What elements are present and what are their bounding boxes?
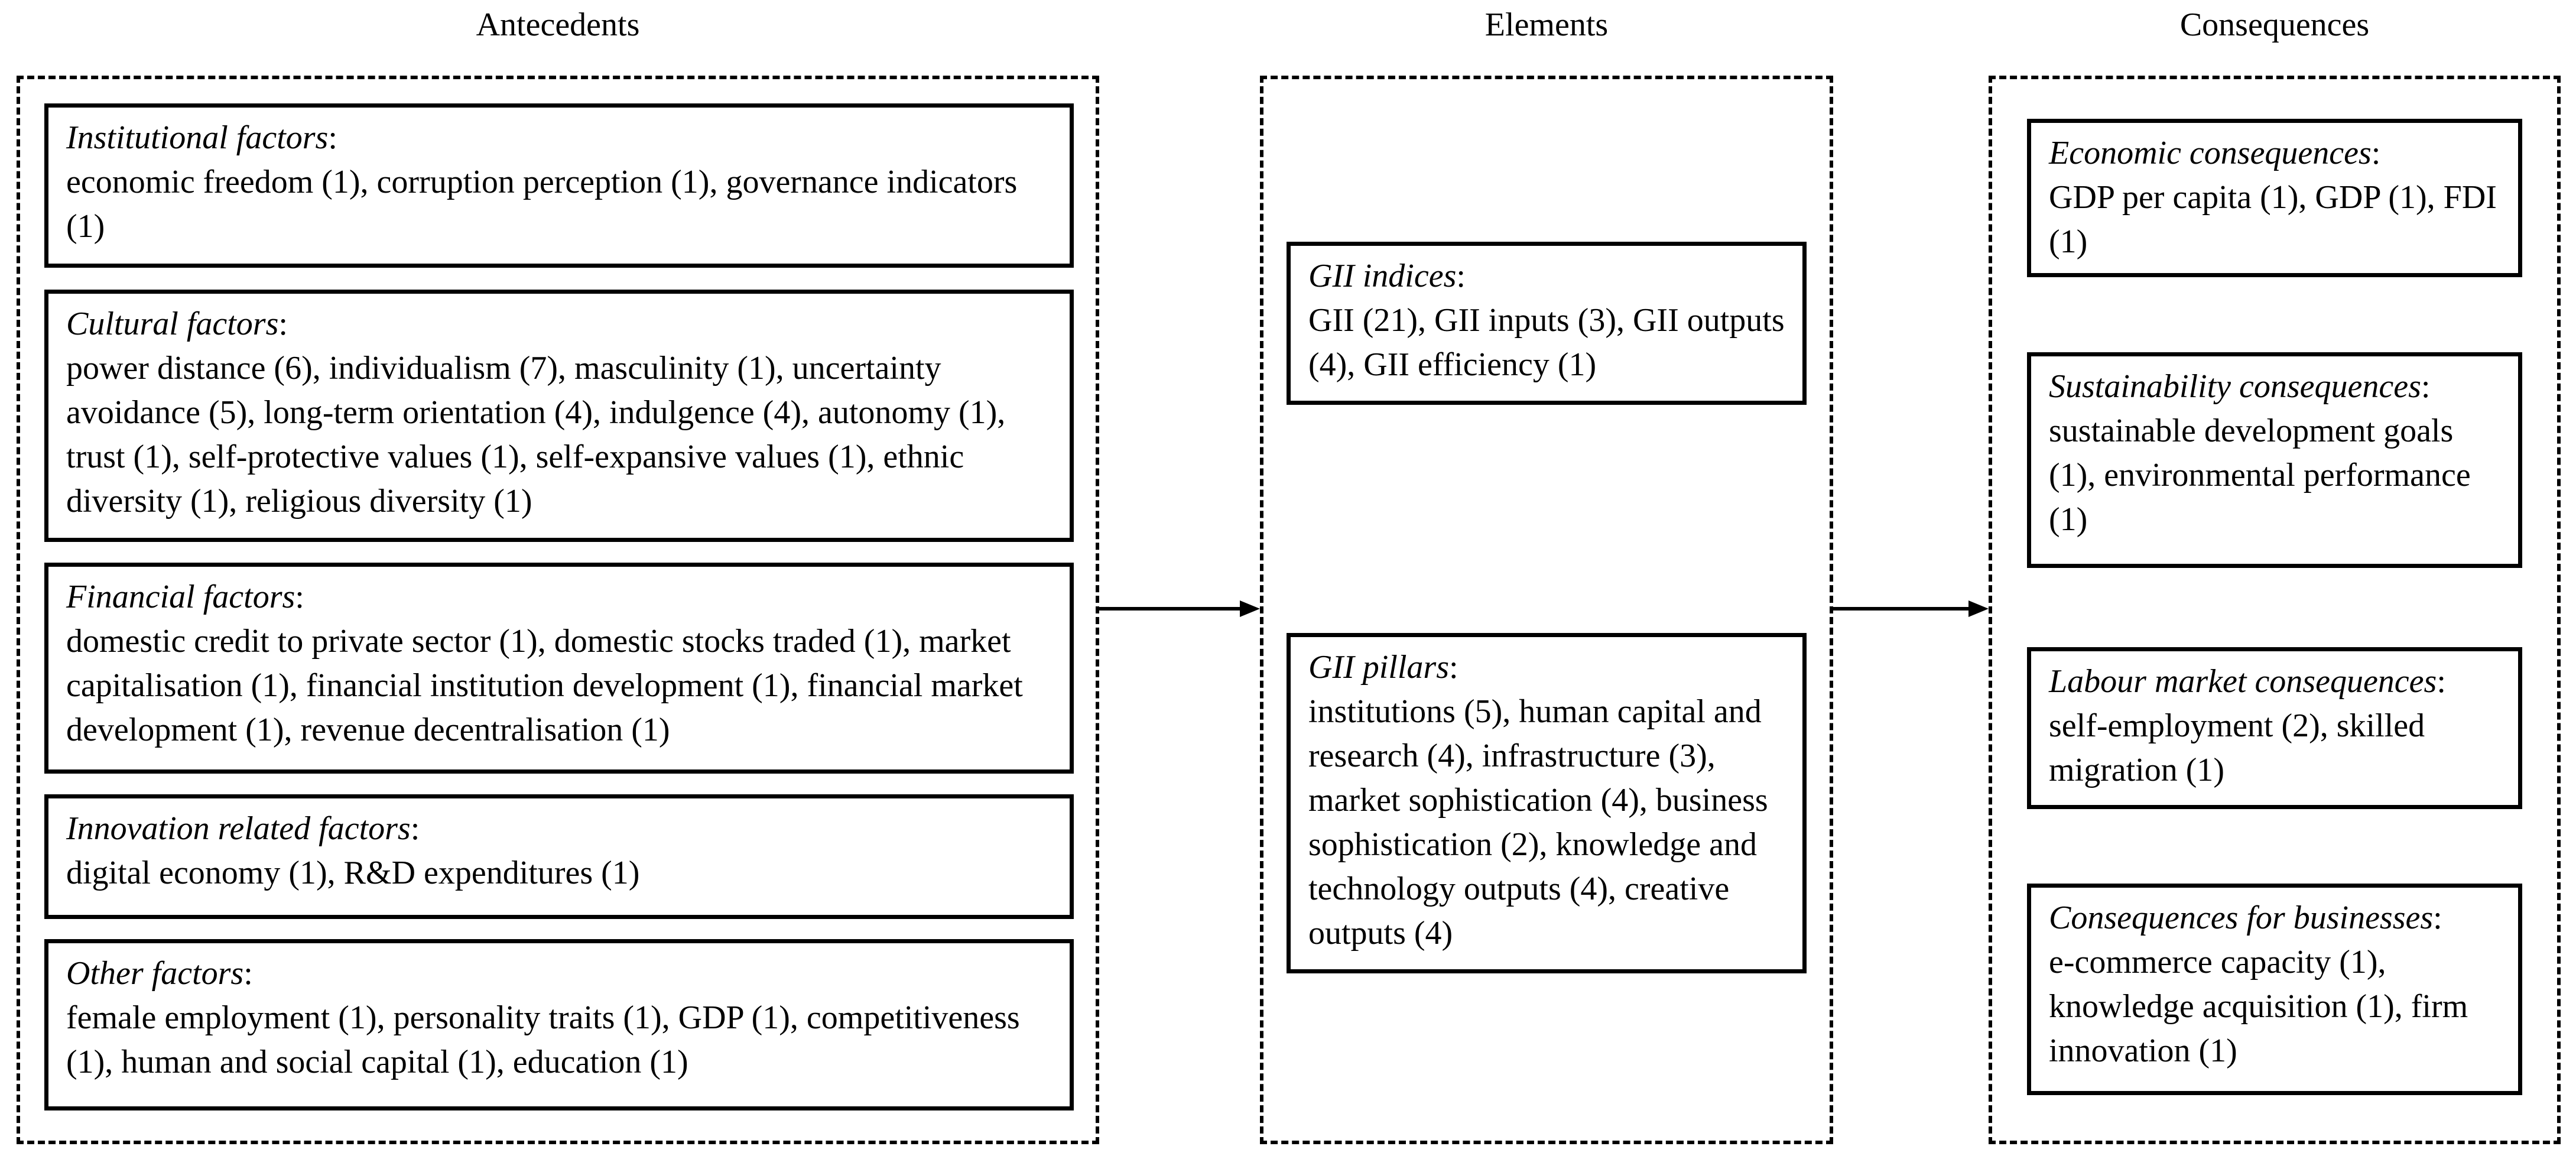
box-colon: : — [2421, 368, 2431, 405]
box-colon: : — [328, 119, 337, 156]
box-body: e-commerce capacity (1), knowledge acquisition (1), firm innovation (1) — [2049, 944, 2468, 1069]
gii-indices-box — [1287, 242, 1807, 405]
labour-market-consequences-box — [2027, 647, 2522, 809]
box-colon: : — [2371, 135, 2381, 171]
box-heading: Cultural factors — [66, 306, 279, 342]
box-heading: Innovation related factors — [66, 810, 411, 847]
sustainability-consequences-box — [2027, 352, 2522, 568]
box-heading: GII pillars — [1308, 649, 1449, 686]
consequences-for-businesses-box — [2027, 884, 2522, 1095]
box-body: economic freedom (1), corruption perception (1), governance indicators (1) — [66, 164, 1018, 245]
antecedents-to-elements-arrow — [1099, 597, 1260, 621]
box-colon: : — [243, 955, 253, 992]
cultural-factors-box — [44, 290, 1074, 542]
box-heading: Consequences for businesses — [2049, 900, 2434, 936]
elements-group — [1260, 76, 1833, 1144]
box-body: GDP per capita (1), GDP (1), FDI (1) — [2049, 179, 2497, 260]
box-colon: : — [2433, 900, 2442, 936]
box-heading: Labour market consequences — [2049, 663, 2437, 700]
box-body: GII (21), GII inputs (3), GII outputs (4), GII efficiency (1) — [1308, 302, 1785, 383]
box-heading: Economic consequences — [2049, 135, 2372, 171]
institutional-factors-box — [44, 103, 1074, 268]
box-body: self-employment (2), skilled migration (1) — [2049, 707, 2425, 788]
box-body: institutions (5), human capital and research (4), infrastructure (3), market sophistication (4), business sophistication (2), knowledge and technology outputs (4), creative outputs (4) — [1308, 693, 1768, 952]
box-colon: : — [1456, 258, 1466, 294]
box-heading: Financial factors — [66, 579, 295, 615]
box-heading: Institutional factors — [66, 119, 329, 156]
other-factors-box — [44, 939, 1074, 1110]
box-body: domestic credit to private sector (1), domestic stocks traded (1), market capitalisation (1), financial institution development (1), financial market development (1), revenue decentralisation (1) — [66, 623, 1023, 748]
box-colon: : — [278, 306, 288, 342]
box-heading: Sustainability consequences — [2049, 368, 2421, 405]
box-body: sustainable development goals (1), environmental performance (1) — [2049, 413, 2471, 538]
antecedents-title: Antecedents — [476, 7, 640, 43]
box-heading: Other factors — [66, 955, 244, 992]
box-body: female employment (1), personality traits (1), GDP (1), competitiveness (1), human and social capital (1), education (1) — [66, 999, 1020, 1080]
innovation-related-factors-box — [44, 794, 1074, 919]
box-colon: : — [295, 579, 304, 615]
elements-to-consequences-arrow — [1833, 597, 1989, 621]
box-heading: GII indices — [1308, 258, 1457, 294]
gii-pillars-box — [1287, 633, 1807, 973]
elements-title: Elements — [1484, 7, 1609, 43]
financial-factors-box — [44, 563, 1074, 774]
box-colon: : — [410, 810, 420, 847]
consequences-title: Consequences — [2179, 7, 2370, 43]
box-body: power distance (6), individualism (7), masculinity (1), uncertainty avoidance (5), long-term orientation (4), indulgence (4), autonomy (1), trust (1), self-protective values (1), self-expansive values (1), ethnic diversity (1), religious diversity (1) — [66, 350, 1006, 519]
economic-consequences-box — [2027, 119, 2522, 277]
box-body: digital economy (1), R&D expenditures (1) — [66, 855, 640, 891]
box-colon: : — [2437, 663, 2446, 700]
box-colon: : — [1449, 649, 1458, 686]
